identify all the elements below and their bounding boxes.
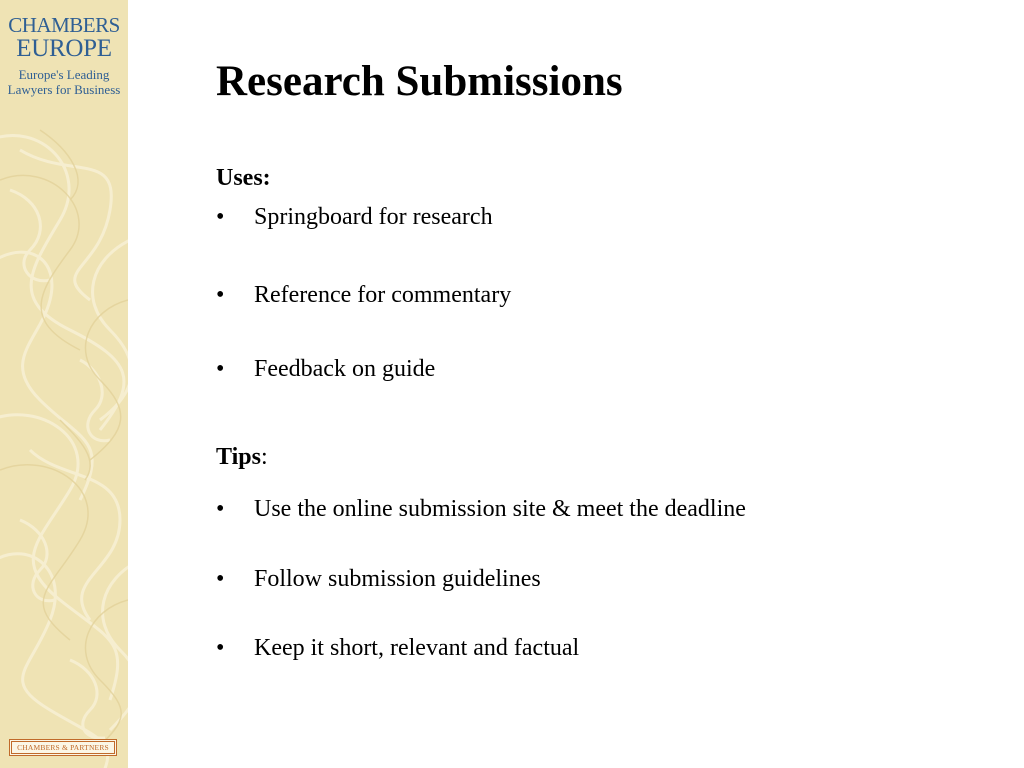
list-item-text: Follow submission guidelines (254, 566, 541, 592)
list-item-text: Reference for commentary (254, 282, 512, 308)
slide-content (216, 0, 1006, 768)
brand-name-chambers: CHAMBERS (8, 13, 120, 37)
tips-heading-label: Tips (216, 444, 261, 470)
list-item-text: Keep it short, relevant and factual (254, 635, 580, 661)
tips-heading-colon: : (260, 444, 268, 470)
bullet-icon: • (216, 496, 225, 522)
brand-tagline (0, 67, 128, 97)
brand-tagline-line2: Lawyers for Business (7, 82, 121, 97)
slide-title: Research Submissions (216, 58, 623, 105)
uses-heading (216, 164, 271, 192)
tips-heading (216, 443, 268, 471)
bullet-icon: • (216, 204, 225, 230)
bullet-icon: • (216, 635, 225, 661)
footer-badge (9, 739, 117, 756)
bullet-icon: • (216, 282, 225, 308)
bullet-icon: • (216, 566, 225, 592)
list-item-text: Use the online submission site & meet the deadline (254, 496, 746, 522)
uses-heading-label: Uses: (216, 165, 271, 191)
sidebar-decoration (0, 0, 128, 768)
swirl-pattern (0, 0, 128, 768)
brand-logo (0, 14, 128, 97)
list-item-text: Springboard for research (254, 204, 493, 230)
footer-badge-label: CHAMBERS & PARTNERS (11, 741, 115, 754)
brand-name-europe: EUROPE (16, 35, 112, 62)
list-item-text: Feedback on guide (254, 356, 436, 382)
brand-tagline-line1: Europe's Leading (18, 67, 110, 82)
bullet-icon: • (216, 356, 225, 382)
